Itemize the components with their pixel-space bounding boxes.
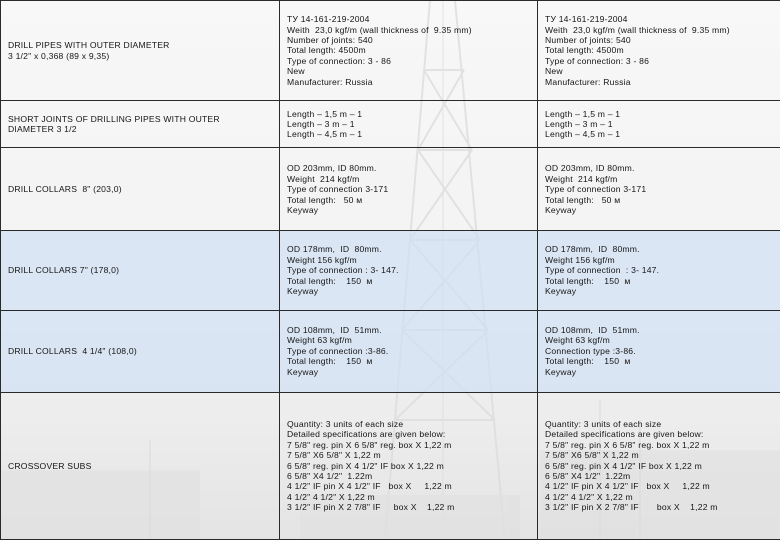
item-name-line: SHORT JOINTS OF DRILLING PIPES WITH OUTER [8,113,220,124]
spec-line: Weight 63 kgf/m [287,335,352,346]
item-name-line: CROSSOVER SUBS [8,460,92,471]
spec-line: 4 1/2" IF pin X 4 1/2" IF box X 1,22 m [287,481,452,492]
item-name-line: DRILL PIPES WITH OUTER DIAMETER [8,40,170,51]
spec-line: OD 108mm, ID 51mm. [287,325,382,336]
spec-line: 6 5/8" reg. pin X 4 1/2" IF box X 1,22 m [545,460,702,471]
spec-cell-b [538,101,780,148]
spec-line: 4 1/2" IF pin X 4 1/2" IF box X 1,22 m [545,481,710,492]
spec-line: Keyway [287,366,319,377]
spec-line: Length – 1,5 m – 1 [287,108,363,119]
spec-line: Type of connection : 3- 147. [545,265,660,276]
spec-line: 7 5/8" X6 5/8" X 1,22 m [287,450,381,461]
spec-line: Length – 3 m – 1 [287,119,355,129]
table-row [1,1,780,101]
spec-line: 7 5/8" X6 5/8" X 1,22 m [545,450,639,461]
spec-line: OD 203mm, ID 80mm. [545,163,635,174]
item-name-cell [1,231,280,310]
spec-line: Type of connection :3-86. [287,345,389,356]
spec-line: ТУ 14-161-219-2004 [287,14,370,25]
spec-line: Weight 156 kgf/m [287,254,357,265]
item-name-line: 3 1/2" x 0,368 (89 x 9,35) [8,50,110,61]
spec-line: Type of connection: 3 - 86 [545,55,650,66]
spec-line: Weight 214 kgf/m [545,173,618,184]
spec-line: Total length: 150 м [545,275,631,286]
spec-cell-a [280,392,538,539]
spec-cell-b [538,231,780,310]
spec-line: Keyway [545,366,577,377]
spec-line: 7 5/8" reg. pin X 6 5/8" reg. box X 1,22 m [545,439,710,450]
spec-line: Type of connection 3-171 [545,184,647,195]
spec-cell-a [280,231,538,310]
spec-line: Length – 4,5 m – 1 [545,129,621,140]
spec-line: Type of connection : 3- 147. [287,265,399,276]
item-name-cell [1,1,280,101]
spec-line: Length – 4,5 m – 1 [287,129,363,140]
spec-line: Detailed specifications are given below: [545,429,704,440]
spec-cell-a [280,310,538,392]
spec-cell-b [538,310,780,392]
spec-line: Quantity: 3 units of each size [545,419,662,429]
spec-line: Number of joints: 540 [545,34,631,45]
spec-line: Length – 3 m – 1 [545,119,613,129]
spec-line: Type of connection: 3 - 86 [287,55,392,66]
item-name-cell [1,101,280,148]
item-name-cell [1,148,280,231]
spec-line: Total length: 150 м [287,356,373,367]
spec-line: OD 178mm, ID 80mm. [545,244,640,255]
spec-line: 4 1/2" 4 1/2" X 1,22 m [287,491,375,502]
spec-cell-a [280,1,538,101]
spec-line: 3 1/2" IF pin X 2 7/8" IF box X 1,22 m [545,502,718,513]
item-name-line: DRILL COLLARS 8" (203,0) [8,184,122,195]
spec-line: Keyway [545,204,577,215]
spec-line: Number of joints: 540 [287,34,373,45]
item-name-line: DRILL COLLARS 7" (178,0) [8,265,120,276]
table-row [1,392,780,539]
spec-line: Connection type :3-86. [545,345,636,356]
spec-line: Type of connection 3-171 [287,184,389,195]
spec-line: Total length: 150 м [287,275,373,286]
spec-line: Keyway [287,204,319,215]
table-row [1,148,780,231]
spec-line: 6 5/8" X4 1/2" 1.22m [545,471,631,482]
spec-cell-b [538,392,780,539]
table-row [1,310,780,392]
item-name-cell [1,392,280,539]
spec-line: 3 1/2" IF pin X 2 7/8" IF box X 1,22 m [287,502,455,513]
spec-cell-a [280,101,538,148]
spec-line: Total length: 50 м [287,194,363,205]
spec-line: Quantity: 3 units of each size [287,419,404,429]
spec-line: Manufacturer: Russia [545,76,631,87]
spec-line: OD 203mm, ID 80mm. [287,163,377,174]
spec-cell-a [280,148,538,231]
item-name-line: DIAMETER 3 1/2 [8,124,77,135]
spec-line: Weith 23,0 kgf/m (wall thickness of 9.35 mm) [287,24,472,35]
spec-cell-b [538,148,780,231]
spec-line: Total length: 50 м [545,194,621,205]
spec-line: Weight 156 kgf/m [545,254,615,265]
spec-line: Keyway [545,286,577,297]
spec-line: OD 108mm, ID 51mm. [545,325,640,336]
spec-line: Total length: 4500m [287,45,366,56]
spec-line: 6 5/8" X4 1/2" 1.22m [287,471,373,482]
spec-line: New [545,66,563,77]
table-row [1,231,780,310]
spec-line: Length – 1,5 m – 1 [545,108,621,119]
spec-cell-b [538,1,780,101]
spec-line: Weight 63 kgf/m [545,335,610,346]
spec-line: Manufacturer: Russia [287,76,373,87]
spec-line: 4 1/2" 4 1/2" X 1,22 m [545,491,633,502]
spec-line: OD 178mm, ID 80mm. [287,244,382,255]
spec-line: 6 5/8" reg. pin X 4 1/2" IF box X 1,22 m [287,460,444,471]
spec-line: New [287,66,305,77]
item-name-cell [1,310,280,392]
spec-line: Detailed specifications are given below: [287,429,446,440]
item-name-line: DRILL COLLARS 4 1/4" (108,0) [8,345,137,356]
spec-line: Weight 214 kgf/m [287,173,360,184]
spec-line: Weith 23,0 kgf/m (wall thickness of 9.35 mm) [545,24,730,35]
table-row [1,101,780,148]
spec-line: Total length: 4500m [545,45,624,56]
spec-line: Total length: 150 м [545,356,631,367]
spec-line: 7 5/8" reg. pin X 6 5/8" reg. box X 1,22 m [287,439,452,450]
spec-line: Keyway [287,286,319,297]
spec-line: ТУ 14-161-219-2004 [545,14,628,25]
